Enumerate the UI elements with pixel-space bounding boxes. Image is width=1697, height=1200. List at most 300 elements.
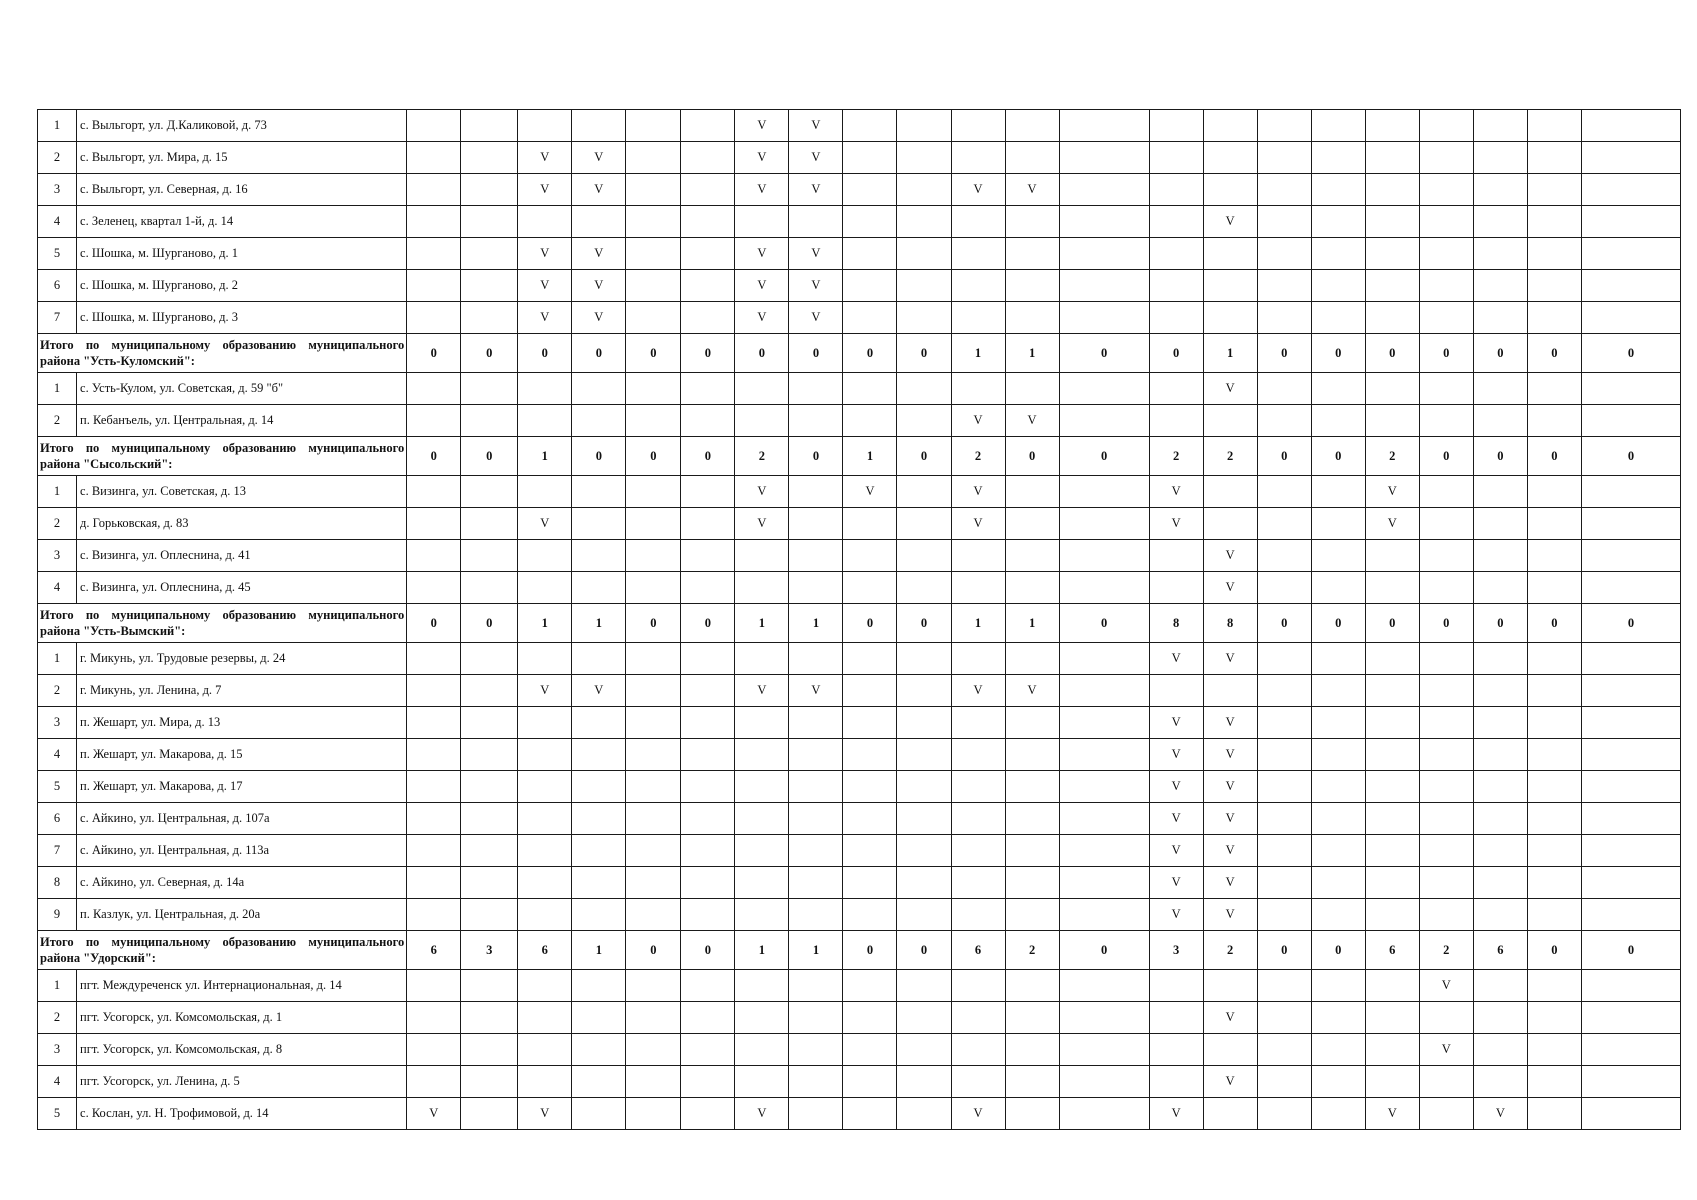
- work-mark-cell: [1005, 508, 1059, 540]
- work-mark-cell: [1059, 110, 1149, 142]
- work-mark-cell: [572, 1066, 626, 1098]
- work-mark-cell: V: [518, 675, 572, 707]
- district-total-value: 1: [843, 437, 897, 476]
- work-mark-cell: [518, 405, 572, 437]
- address-cell: с. Кослан, ул. Н. Трофимовой, д. 14: [77, 1098, 407, 1130]
- work-mark-cell: [1527, 540, 1581, 572]
- work-mark-cell: [735, 373, 789, 405]
- work-mark-cell: [681, 771, 735, 803]
- work-mark-cell: V: [518, 1098, 572, 1130]
- work-mark-cell: [951, 540, 1005, 572]
- work-mark-cell: [1365, 572, 1419, 604]
- work-mark-cell: [1257, 803, 1311, 835]
- work-mark-cell: [1311, 508, 1365, 540]
- work-mark-cell: [1149, 405, 1203, 437]
- work-mark-cell: [1473, 867, 1527, 899]
- work-mark-cell: [1419, 1066, 1473, 1098]
- address-cell: с. Зеленец, квартал 1-й, д. 14: [77, 206, 407, 238]
- district-total-value: 0: [1419, 604, 1473, 643]
- work-mark-cell: [843, 771, 897, 803]
- district-total-value: 0: [1149, 334, 1203, 373]
- work-mark-cell: [407, 1034, 461, 1066]
- district-total-value: 3: [1149, 931, 1203, 970]
- work-mark-cell: [843, 1098, 897, 1130]
- row-number: 6: [38, 803, 77, 835]
- work-mark-cell: [1527, 835, 1581, 867]
- work-mark-cell: [843, 110, 897, 142]
- work-mark-cell: [681, 643, 735, 675]
- work-mark-cell: [1581, 771, 1680, 803]
- district-total-value: 0: [1581, 931, 1680, 970]
- work-mark-cell: [626, 270, 681, 302]
- work-mark-cell: [1527, 803, 1581, 835]
- work-mark-cell: [897, 1066, 951, 1098]
- district-total-value: 1: [789, 604, 843, 643]
- district-total-value: 0: [843, 334, 897, 373]
- district-total-row: [38, 334, 1681, 373]
- work-mark-cell: [1311, 1002, 1365, 1034]
- address-cell: с. Визинга, ул. Оплеснина, д. 41: [77, 540, 407, 572]
- work-mark-cell: [1419, 142, 1473, 174]
- work-mark-cell: [1059, 707, 1149, 739]
- work-mark-cell: [407, 302, 461, 334]
- district-total-label: Итого по муниципальному образованию муниципального района "Усть-Куломский":: [38, 334, 407, 373]
- work-mark-cell: [1257, 1066, 1311, 1098]
- table-row: [38, 270, 1681, 302]
- address-cell: с. Шошка, м. Шурганово, д. 1: [77, 238, 407, 270]
- work-mark-cell: [681, 302, 735, 334]
- work-mark-cell: [1473, 174, 1527, 206]
- work-mark-cell: [735, 835, 789, 867]
- work-mark-cell: [1581, 270, 1680, 302]
- work-mark-cell: [1059, 1066, 1149, 1098]
- work-mark-cell: [1527, 970, 1581, 1002]
- work-mark-cell: V: [951, 1098, 1005, 1130]
- work-mark-cell: V: [572, 302, 626, 334]
- row-number: 1: [38, 643, 77, 675]
- table-row: [38, 643, 1681, 675]
- work-mark-cell: [843, 1034, 897, 1066]
- work-mark-cell: [1581, 675, 1680, 707]
- work-mark-cell: [951, 643, 1005, 675]
- work-mark-cell: [1419, 1002, 1473, 1034]
- work-mark-cell: [572, 707, 626, 739]
- work-mark-cell: [681, 739, 735, 771]
- work-mark-cell: [461, 405, 518, 437]
- row-number: 1: [38, 373, 77, 405]
- work-mark-cell: [626, 1066, 681, 1098]
- work-mark-cell: [897, 405, 951, 437]
- work-mark-cell: [572, 540, 626, 572]
- district-total-value: 0: [1257, 334, 1311, 373]
- work-mark-cell: [789, 508, 843, 540]
- work-mark-cell: [789, 707, 843, 739]
- work-mark-cell: [735, 206, 789, 238]
- work-mark-cell: [461, 572, 518, 604]
- work-mark-cell: [1581, 1002, 1680, 1034]
- table-row: [38, 206, 1681, 238]
- work-mark-cell: [1059, 270, 1149, 302]
- work-mark-cell: [1059, 373, 1149, 405]
- work-mark-cell: [407, 238, 461, 270]
- table-row: [38, 405, 1681, 437]
- work-mark-cell: [626, 707, 681, 739]
- work-mark-cell: [461, 970, 518, 1002]
- work-mark-cell: [1149, 540, 1203, 572]
- district-total-value: 6: [951, 931, 1005, 970]
- work-mark-cell: [789, 1098, 843, 1130]
- work-mark-cell: [681, 238, 735, 270]
- work-mark-cell: [572, 1002, 626, 1034]
- work-mark-cell: V: [1365, 476, 1419, 508]
- work-mark-cell: [1059, 867, 1149, 899]
- work-mark-cell: [1419, 206, 1473, 238]
- table-row: [38, 1066, 1681, 1098]
- district-total-value: 0: [1059, 334, 1149, 373]
- work-mark-cell: [1365, 174, 1419, 206]
- work-mark-cell: [1365, 1066, 1419, 1098]
- district-total-value: 2: [1419, 931, 1473, 970]
- work-mark-cell: [1005, 1098, 1059, 1130]
- work-mark-cell: [897, 803, 951, 835]
- table-row: [38, 675, 1681, 707]
- work-mark-cell: [626, 1002, 681, 1034]
- row-number: 2: [38, 508, 77, 540]
- work-mark-cell: [461, 540, 518, 572]
- table-row: [38, 739, 1681, 771]
- work-mark-cell: [1581, 1034, 1680, 1066]
- work-mark-cell: V: [1149, 739, 1203, 771]
- work-mark-cell: [407, 572, 461, 604]
- work-mark-cell: [1527, 739, 1581, 771]
- work-mark-cell: [1059, 302, 1149, 334]
- row-number: 1: [38, 970, 77, 1002]
- work-mark-cell: [735, 803, 789, 835]
- work-mark-cell: [1527, 206, 1581, 238]
- work-mark-cell: [1257, 835, 1311, 867]
- table-row: [38, 302, 1681, 334]
- table-row: [38, 373, 1681, 405]
- district-total-value: 0: [1473, 437, 1527, 476]
- work-mark-cell: [1005, 142, 1059, 174]
- work-mark-cell: [1365, 803, 1419, 835]
- work-mark-cell: [407, 707, 461, 739]
- work-mark-cell: [789, 373, 843, 405]
- work-mark-cell: [461, 206, 518, 238]
- work-mark-cell: [1473, 238, 1527, 270]
- work-mark-cell: [681, 405, 735, 437]
- work-mark-cell: [1473, 476, 1527, 508]
- work-mark-cell: [1059, 238, 1149, 270]
- work-mark-cell: [1527, 508, 1581, 540]
- work-mark-cell: [626, 803, 681, 835]
- work-mark-cell: [1527, 1098, 1581, 1130]
- work-mark-cell: [681, 803, 735, 835]
- work-mark-cell: [735, 643, 789, 675]
- work-mark-cell: [681, 1034, 735, 1066]
- work-mark-cell: V: [735, 110, 789, 142]
- table-row: [38, 803, 1681, 835]
- work-mark-cell: [626, 238, 681, 270]
- work-mark-cell: V: [1149, 1098, 1203, 1130]
- work-mark-cell: [1581, 803, 1680, 835]
- district-total-value: 0: [572, 334, 626, 373]
- work-mark-cell: [1419, 110, 1473, 142]
- work-mark-cell: [407, 1066, 461, 1098]
- work-mark-cell: [1419, 643, 1473, 675]
- work-mark-cell: [735, 405, 789, 437]
- work-mark-cell: [461, 270, 518, 302]
- work-mark-cell: [1203, 476, 1257, 508]
- district-total-value: 2: [1203, 437, 1257, 476]
- work-mark-cell: [951, 771, 1005, 803]
- work-mark-cell: [518, 1002, 572, 1034]
- district-total-value: 6: [1473, 931, 1527, 970]
- work-mark-cell: [1419, 238, 1473, 270]
- work-mark-cell: [626, 373, 681, 405]
- work-mark-cell: [1005, 899, 1059, 931]
- work-mark-cell: [951, 970, 1005, 1002]
- address-cell: с. Шошка, м. Шурганово, д. 2: [77, 270, 407, 302]
- address-cell: пгт. Усогорск, ул. Комсомольская, д. 1: [77, 1002, 407, 1034]
- work-mark-cell: [735, 1034, 789, 1066]
- district-total-value: 0: [735, 334, 789, 373]
- work-mark-cell: [1311, 142, 1365, 174]
- work-mark-cell: [681, 1098, 735, 1130]
- work-mark-cell: [518, 643, 572, 675]
- work-mark-cell: [1149, 110, 1203, 142]
- district-total-value: 0: [843, 604, 897, 643]
- work-mark-cell: [681, 476, 735, 508]
- district-total-value: 2: [735, 437, 789, 476]
- district-total-value: 0: [1257, 604, 1311, 643]
- work-mark-cell: [1311, 643, 1365, 675]
- row-number: 2: [38, 142, 77, 174]
- work-mark-cell: [572, 1034, 626, 1066]
- address-cell: п. Казлук, ул. Центральная, д. 20а: [77, 899, 407, 931]
- district-total-value: 0: [843, 931, 897, 970]
- row-number: 5: [38, 771, 77, 803]
- district-total-value: 0: [681, 604, 735, 643]
- district-total-value: 2: [1365, 437, 1419, 476]
- work-mark-cell: [1257, 405, 1311, 437]
- work-mark-cell: [1311, 899, 1365, 931]
- work-mark-cell: [1005, 540, 1059, 572]
- work-mark-cell: V: [1005, 174, 1059, 206]
- work-mark-cell: [1257, 508, 1311, 540]
- address-cell: с. Визинга, ул. Советская, д. 13: [77, 476, 407, 508]
- district-total-value: 0: [1581, 437, 1680, 476]
- work-mark-cell: [735, 867, 789, 899]
- work-mark-cell: [1527, 1066, 1581, 1098]
- work-mark-cell: [897, 373, 951, 405]
- work-mark-cell: V: [1419, 1034, 1473, 1066]
- work-mark-cell: [843, 405, 897, 437]
- work-mark-cell: [1473, 970, 1527, 1002]
- row-number: 8: [38, 867, 77, 899]
- district-total-value: 0: [461, 437, 518, 476]
- district-total-value: 0: [1059, 437, 1149, 476]
- work-mark-cell: [1203, 405, 1257, 437]
- work-mark-cell: [407, 142, 461, 174]
- work-mark-cell: [626, 899, 681, 931]
- district-total-value: 2: [1149, 437, 1203, 476]
- work-mark-cell: [1473, 540, 1527, 572]
- work-mark-cell: [1311, 771, 1365, 803]
- district-total-value: 0: [1527, 334, 1581, 373]
- district-total-value: 6: [407, 931, 461, 970]
- work-mark-cell: [1005, 572, 1059, 604]
- work-mark-cell: [1365, 302, 1419, 334]
- district-total-label: Итого по муниципальному образованию муниципального района "Усть-Вымский":: [38, 604, 407, 643]
- work-mark-cell: [1527, 174, 1581, 206]
- work-mark-cell: [518, 835, 572, 867]
- row-number: 2: [38, 1002, 77, 1034]
- work-mark-cell: [1149, 206, 1203, 238]
- work-mark-cell: [1059, 508, 1149, 540]
- district-total-value: 0: [681, 334, 735, 373]
- work-mark-cell: [1311, 572, 1365, 604]
- work-mark-cell: [951, 373, 1005, 405]
- address-cell: с. Выльгорт, ул. Д.Каликовой, д. 73: [77, 110, 407, 142]
- work-mark-cell: [1527, 643, 1581, 675]
- work-mark-cell: [681, 270, 735, 302]
- work-mark-cell: [1473, 373, 1527, 405]
- work-mark-cell: [1257, 1034, 1311, 1066]
- work-mark-cell: V: [735, 142, 789, 174]
- work-mark-cell: [735, 739, 789, 771]
- work-mark-cell: [1419, 675, 1473, 707]
- work-mark-cell: [1059, 1002, 1149, 1034]
- work-mark-cell: [1005, 867, 1059, 899]
- work-mark-cell: [1581, 572, 1680, 604]
- work-mark-cell: [1365, 970, 1419, 1002]
- work-mark-cell: [1365, 110, 1419, 142]
- work-mark-cell: [1311, 238, 1365, 270]
- work-mark-cell: [1005, 739, 1059, 771]
- work-mark-cell: [843, 970, 897, 1002]
- work-mark-cell: [1419, 803, 1473, 835]
- work-mark-cell: [1527, 373, 1581, 405]
- work-mark-cell: [1473, 739, 1527, 771]
- work-mark-cell: [897, 739, 951, 771]
- work-mark-cell: [951, 1002, 1005, 1034]
- work-mark-cell: [407, 476, 461, 508]
- work-mark-cell: V: [1203, 206, 1257, 238]
- work-mark-cell: V: [735, 270, 789, 302]
- work-mark-cell: [1059, 899, 1149, 931]
- work-mark-cell: [1419, 302, 1473, 334]
- work-mark-cell: [1581, 508, 1680, 540]
- row-number: 1: [38, 476, 77, 508]
- work-mark-cell: [407, 1002, 461, 1034]
- district-total-value: 0: [572, 437, 626, 476]
- work-mark-cell: [1311, 835, 1365, 867]
- work-mark-cell: [1581, 302, 1680, 334]
- work-mark-cell: [572, 476, 626, 508]
- row-number: 3: [38, 1034, 77, 1066]
- work-mark-cell: [1419, 739, 1473, 771]
- table-row: [38, 835, 1681, 867]
- district-total-value: 3: [461, 931, 518, 970]
- work-mark-cell: [1203, 1098, 1257, 1130]
- work-mark-cell: V: [735, 302, 789, 334]
- work-mark-cell: [1527, 238, 1581, 270]
- district-total-value: 0: [1257, 931, 1311, 970]
- work-mark-cell: [681, 174, 735, 206]
- address-cell: с. Айкино, ул. Северная, д. 14а: [77, 867, 407, 899]
- work-mark-cell: [951, 835, 1005, 867]
- work-mark-cell: [518, 1066, 572, 1098]
- work-mark-cell: [1257, 707, 1311, 739]
- district-total-value: 1: [951, 334, 1005, 373]
- table-row: [38, 508, 1681, 540]
- work-mark-cell: [1581, 739, 1680, 771]
- work-mark-cell: [1149, 1002, 1203, 1034]
- work-mark-cell: V: [518, 270, 572, 302]
- work-mark-cell: V: [735, 675, 789, 707]
- work-mark-cell: [572, 899, 626, 931]
- work-mark-cell: [572, 572, 626, 604]
- work-mark-cell: [1257, 643, 1311, 675]
- work-mark-cell: [789, 572, 843, 604]
- work-mark-cell: V: [1005, 675, 1059, 707]
- work-mark-cell: [407, 110, 461, 142]
- work-mark-cell: [1149, 238, 1203, 270]
- work-mark-cell: [843, 572, 897, 604]
- work-mark-cell: [1581, 110, 1680, 142]
- work-mark-cell: V: [1149, 643, 1203, 675]
- work-mark-cell: [461, 1002, 518, 1034]
- work-mark-cell: V: [572, 142, 626, 174]
- work-mark-cell: [843, 803, 897, 835]
- table-row: [38, 1098, 1681, 1130]
- district-total-row: [38, 931, 1681, 970]
- work-mark-cell: V: [1149, 899, 1203, 931]
- work-mark-cell: [1257, 771, 1311, 803]
- work-mark-cell: [789, 739, 843, 771]
- work-mark-cell: [461, 508, 518, 540]
- work-mark-cell: [1311, 1066, 1365, 1098]
- work-mark-cell: [407, 899, 461, 931]
- work-mark-cell: [407, 270, 461, 302]
- district-total-row: [38, 604, 1681, 643]
- work-mark-cell: [626, 970, 681, 1002]
- work-mark-cell: [951, 142, 1005, 174]
- work-mark-cell: [843, 867, 897, 899]
- work-mark-cell: [681, 206, 735, 238]
- work-mark-cell: [735, 707, 789, 739]
- work-mark-cell: [626, 142, 681, 174]
- work-mark-cell: [681, 110, 735, 142]
- work-mark-cell: [1005, 1066, 1059, 1098]
- row-number: 3: [38, 174, 77, 206]
- district-total-value: 0: [1527, 437, 1581, 476]
- work-mark-cell: [1473, 803, 1527, 835]
- table-row: [38, 970, 1681, 1002]
- work-mark-cell: [1311, 803, 1365, 835]
- work-mark-cell: [681, 1066, 735, 1098]
- work-mark-cell: [1527, 572, 1581, 604]
- work-mark-cell: [951, 110, 1005, 142]
- work-mark-cell: [626, 739, 681, 771]
- work-mark-cell: [1311, 739, 1365, 771]
- district-total-value: 1: [789, 931, 843, 970]
- work-mark-cell: [1419, 771, 1473, 803]
- address-cell: с. Айкино, ул. Центральная, д. 113а: [77, 835, 407, 867]
- work-mark-cell: [1581, 899, 1680, 931]
- work-mark-cell: [1311, 373, 1365, 405]
